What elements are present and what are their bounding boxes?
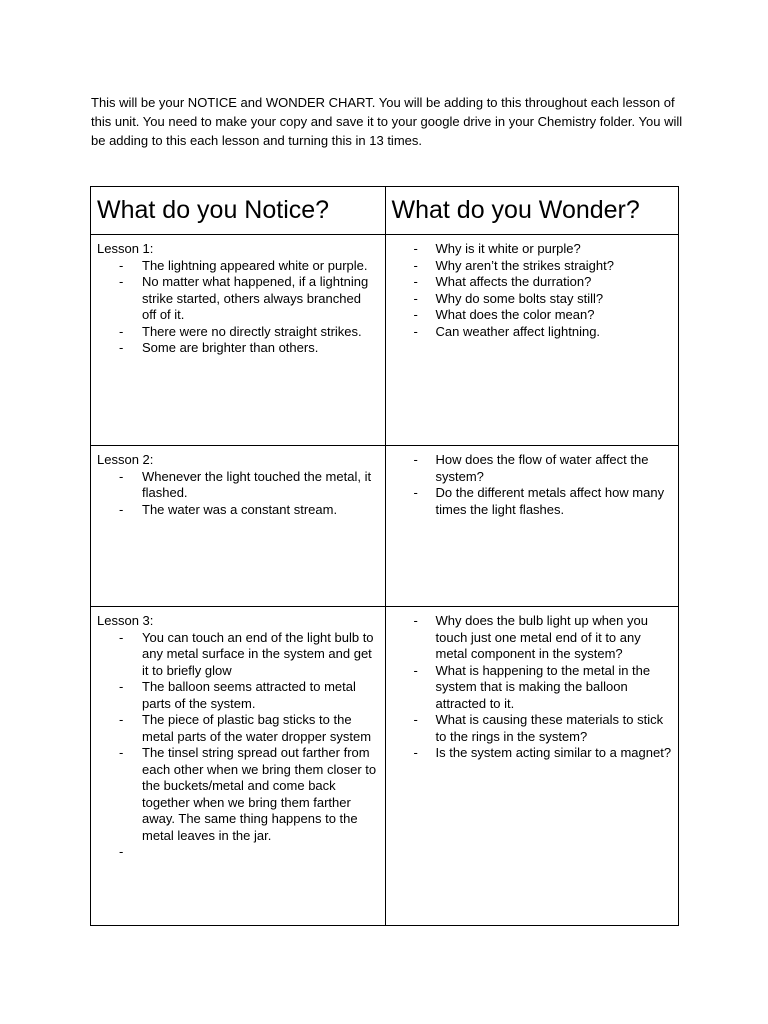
lesson-label: Lesson 3:	[97, 613, 154, 628]
intro-paragraph: This will be your NOTICE and WONDER CHART. You will be adding to this throughout each lesson of this unit. You need to make your copy and save it to your google drive in your Chemistry folder. You will be adding to this each lesson and turning this in 13 times.	[91, 95, 683, 148]
wonder-item: - What is causing these materials to stick to the rings in the system?	[392, 712, 673, 745]
wonder-item: - Why aren’t the strikes straight?	[392, 258, 673, 275]
wonder-list	[392, 613, 673, 762]
wonder-item: - Why does the bulb light up when you touch just one metal end of it to any metal component in the system?	[392, 613, 673, 663]
notice-item-empty	[97, 844, 379, 861]
notice-item: - You can touch an end of the light bulb to any metal surface in the system and get it to briefly glow	[97, 630, 379, 680]
header-row	[91, 187, 679, 235]
wonder-list	[392, 241, 673, 340]
notice-cell	[91, 607, 386, 926]
notice-item: - Some are brighter than others.	[97, 340, 379, 357]
wonder-cell	[385, 235, 679, 446]
lesson-row	[91, 607, 679, 926]
notice-item: - No matter what happened, if a lightning strike started, others always branched off of it.	[97, 274, 379, 324]
notice-item: - The tinsel string spread out farther from each other when we bring them closer to the buckets/metal and come back together when we bring them farther away. The same thing happens to the metal leaves in the jar.	[97, 745, 379, 844]
notice-header: What do you Notice?	[91, 187, 386, 235]
notice-cell	[91, 235, 386, 446]
wonder-item: - Is the system acting similar to a magnet?	[392, 745, 673, 762]
notice-list	[97, 258, 379, 357]
wonder-header: What do you Wonder?	[385, 187, 679, 235]
notice-item: - The balloon seems attracted to metal parts of the system.	[97, 679, 379, 712]
wonder-item: - What does the color mean?	[392, 307, 673, 324]
wonder-list	[392, 452, 673, 518]
wonder-cell	[385, 607, 679, 926]
wonder-item: - What is happening to the metal in the system that is making the balloon attracted to it.	[392, 663, 673, 713]
notice-list	[97, 469, 379, 519]
notice-item: - The lightning appeared white or purple.	[97, 258, 379, 275]
notice-item: - The water was a constant stream.	[97, 502, 379, 519]
wonder-item: - Why is it white or purple?	[392, 241, 673, 258]
wonder-item: - Do the different metals affect how many times the light flashes.	[392, 485, 673, 518]
notice-item: - Whenever the light touched the metal, it flashed.	[97, 469, 379, 502]
lesson-row	[91, 235, 679, 446]
lesson-label: Lesson 1:	[97, 241, 154, 256]
notice-wonder-chart	[90, 186, 679, 926]
lesson-label: Lesson 2:	[97, 452, 154, 467]
wonder-item: - Can weather affect lightning.	[392, 324, 673, 341]
wonder-cell	[385, 446, 679, 607]
wonder-item: - How does the flow of water affect the system?	[392, 452, 673, 485]
wonder-item: - Why do some bolts stay still?	[392, 291, 673, 308]
lesson-row	[91, 446, 679, 607]
notice-cell	[91, 446, 386, 607]
wonder-item: - What affects the durration?	[392, 274, 673, 291]
notice-item: - There were no directly straight strikes.	[97, 324, 379, 341]
notice-list	[97, 630, 379, 861]
notice-item: - The piece of plastic bag sticks to the metal parts of the water dropper system	[97, 712, 379, 745]
